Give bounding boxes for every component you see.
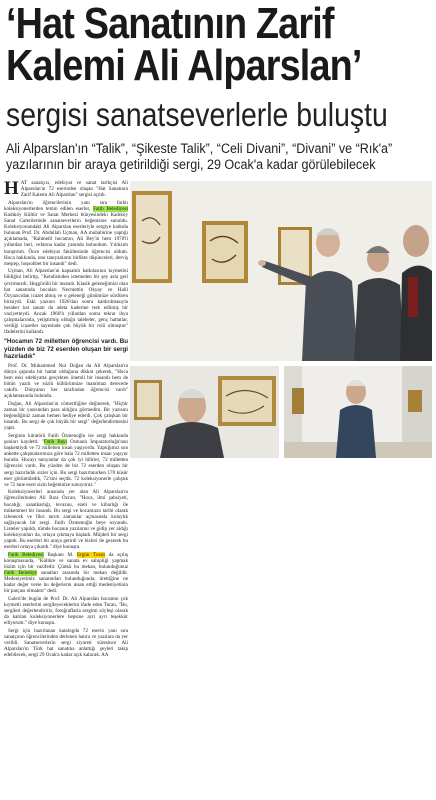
article-paragraph-4: Prof. Dr. Muhammed Nur Doğan da Ali Alparslan'ın dünya çapında bir hattat olduğuna dikkat çekerek, "Hoca hem eski edebiyatta gerçekten önemli bir insandı hem de bütün yazılı ve sözlü kültürümüze inanılmaz derecede vakıftı. Dünyanın her tarafından öğrencisi vardı" açıklamasında bulundu.	[4, 362, 128, 400]
drop-cap: H	[4, 178, 19, 199]
highlight-fatih-3: Fatih Belediye	[4, 570, 37, 577]
article-paragraph-5: Doğan, Ali Alparslan'ın cömertliğine değinerek, "Hiçbir zaman bir yazısından para aldığını görmedim. Bir yazısını beğendiğiniz zaman hemen hediye ederdi. Çok çalışkan bir insandı. Bu sergi de çok büyük bir sergi" değerlendirmesini yaptı.	[4, 401, 128, 432]
article-text: Başkanı M.	[47, 551, 74, 558]
photo-man-with-calligraphy-image	[130, 366, 279, 458]
article-text: Alparslan'ın öğrencilerinin yanı sıra farklı koleksiyonerlerden temin edilen eserler,	[4, 199, 128, 212]
photo-man-in-gallery	[284, 366, 432, 458]
highlight-fatih: Fatih Belediyesi	[93, 205, 128, 212]
highlight-fatih-4: Fatih Belediyesi	[8, 551, 44, 558]
article-paragraph-3: Uçman, Ali Alparslan'ın kapsamlı katkılarının kıymetini bildiğini belirtip, "Kendisinden istemeden bir şey asla geri çevirmezdi. Hoşgörülü bir insandı. Klasik geleneğimizi olan hat sanatında hocaları Necmettin Okyay ve Halil Özyazıcıdan icazet almış ve o geleneği günümüze sürdüren birisiydi. Eski yazının 1926'dan sonra kaldırılmasıyla beraber hat sanatı da adeta kaderine terk edilmiş bir vaziyetteydi. Ancak 1960'lı yıllardan sonra tekrar ihya çalışmalarında, yetiştirmiş olduğu talebeler, genç hattatlar, verdiği icazetler sayesinde çok büyük bir rolü olmuştur" ifadelerini kullandı.	[4, 268, 128, 336]
headline-line-1: ‘Hat Sanatının Zarif	[6, 0, 334, 48]
subheadline-line-1: Ali Alparslan'ın “Talik”, “Şikeste Talik”, “Celi Divani”, “Divani” ve “Rık'a”	[6, 141, 393, 156]
subheadline-line-2: yazılarının bir araya getirildiği sergi, 29 Ocak'a kadar görülebilecek	[6, 157, 376, 172]
article-paragraph-1: AT sanatçısı, edebiyat ve sanat tarihçisi Ali Alparslan'ın 72 eserinden oluşan "Hat Sanatının Zarif Kalemi Ali Alparslan" sergisi açıldı.	[20, 180, 128, 199]
article-column	[4, 180, 128, 660]
highlight-ergun: Ergün Turan	[77, 551, 106, 558]
photo-exhibition-visitors	[130, 181, 432, 361]
article-text: Osmanlı İmparatorluğu'nun başkentiydi ve 72 milletten insan yaşıyordu. Yaptığımız son ankette çalışmalarımıza göre hala 72 milletten insan yaşıyor burada. Hocayı tanıyanlar da çok iyi bilirler, 72 milletten öğrencisi vardı. Bu yüzden de biz 72 eserden oluşan bir sergi hazırladık sizler için. Bu sergi hazırlanırken 170 küsür eser görüntüledik, 72'sini seçtik. 72 koleksiyonerle çalıştık ve 72 tane eseri sizin beğeninize sunuyoruz."	[4, 439, 128, 488]
article-paragraph-7: Koleksiyonerleri arasında yer alan Ali Alparslan'ın öğrencilerinden Ali Rıza Özcan, "Hoca, ilmi şahsiyeti, hocalığı, sanatkarlığı, tevazuu, ezeli ve kibarlığı ile mükemmel bir insandı. Bu sergi ve hocamızın tarihi olarak izlenecek ve fikri tarım zamanlar açmasında kolaylık sağlayacak bir sergi. Fatih Özmenoğlu beye soyundu. Listeler yapıldı, tümde hocanın yazılarını ve gidip yer aldığı koleksiyonları da, ortaya çıkmaya başladı. Müjdeli bir sergi yaptık. Bu eserleri bir araya getirdi ve bizleri de gezerek bu eserleri ortaya çıkardı." diye konuştu.	[4, 489, 128, 551]
photo-man-with-calligraphy	[130, 366, 279, 458]
highlight-fatih-2: Fatih Bayı	[43, 439, 67, 446]
article-paragraph-2	[4, 200, 128, 267]
article-paragraph-6: Serginin küratörü Fatih Özmenoğlu ise sergi hakkında şunları kaydetti: "Fatih Bayı Osmanlı İmparatorluğu'nun başkentiydi ve 72 milletten insan yaşıyordu. Yaptığımız son ankette çalışmalarımıza göre hala 72 milletten insan yaşıyor burada. Hocayı tanıyanlar da çok iyi bilirler, 72 milletten öğrencisi vardı. Bu yüzden de biz 72 eserden oluşan bir sergi hazırladık sizler için. Bu sergi hazırlanırken 170 küsür eser görüntüledik, 72'sini seçtik. 72 koleksiyonerle çalıştık ve 72 tane eseri sizin beğeninize sunuyoruz."	[4, 432, 128, 488]
article-paragraph-9: Galeri'de bugün de Prof. Dr. Ali Alparslan hocamın çok kıymetli eserlerini sergileyeceklerini ifade eden Turan, "Bu, sergileri değerlendiririz, fotoğraflarla sergimi söyleşi olarak da katılan koleksiyonerlere hepsine ayrı ayrı teşekkür ediyorum." diye konuştu.	[4, 595, 128, 627]
article-text: Kadıköy Kültür ve Sanat Merkezi bünyesindeki Kadıköy Sanat Galerilerinde sanatseverlerin beğenisine sunuldu. Koleksiyonundaki Ali Alparslan eserleriyle sergiye katkıda bulunan Prof. Dr. Abdullah Uçman, AA muhabirine yaptığı açıklamada, "Rahmetli hocamın, Ali Bey'in hem 1970'li yıllardan beri, vefatına kadar yanında bulundum. Yıldızım barıştırım. Önce edebiyat fakültesinde öğrencisi oldum. Hoca hakkında, onu tanıyanların birlikte düşünceleri, derviş meşrep, hoşsohbet bir insandı" dedi.	[4, 211, 128, 267]
photo-man-in-gallery-image	[284, 366, 432, 458]
article-paragraph-8	[4, 552, 128, 595]
article-text: da açılış konuşmasında, "Kültüre ve sanata ev sahipliği yapmak bizim için bir vazifedir. Çünkü bu mekan, bulunduğunuz	[4, 551, 128, 570]
article-lead	[4, 180, 128, 198]
article-subheading: "Hocamın 72 milletten öğrencisi vardı. Bu yüzden de biz 72 eserden oluşan bir sergi hazırladık"	[4, 338, 128, 360]
headline-line-3: sergisi sanatseverlerle buluştu	[6, 96, 388, 133]
article-text: Serginin küratörü Fatih Özmenoğlu ise sergi hakkında şunları kaydetti:	[4, 432, 128, 446]
article-paragraph-10: Sergi için hazırlanan katalogda 72 eserin yanı sıra sanatçının öğrencilerinden derlenen hatıra ve yazılara da yer verildi. Sanatseverlerin sergi ziyareti süresince Ali Alparslan'ın Türk hat sanatına anlattığı şeyleri takip edebilecek, sergi 29 Ocak'a kadar açık kalacak. AA	[4, 627, 128, 659]
headline-line-2: Kalemi Ali Alparslan’	[6, 41, 362, 90]
photo-exhibition-visitors-image	[130, 181, 432, 361]
article-text: sanatları arasında bir mekan değildir. Medeniyetimiz sanatından bulunduğunda, ürettiğine ne kadar değer verse bu değerlerin ınsan ettiği medeniyetinin bir parçası olmaktır" dedi.	[4, 570, 128, 595]
